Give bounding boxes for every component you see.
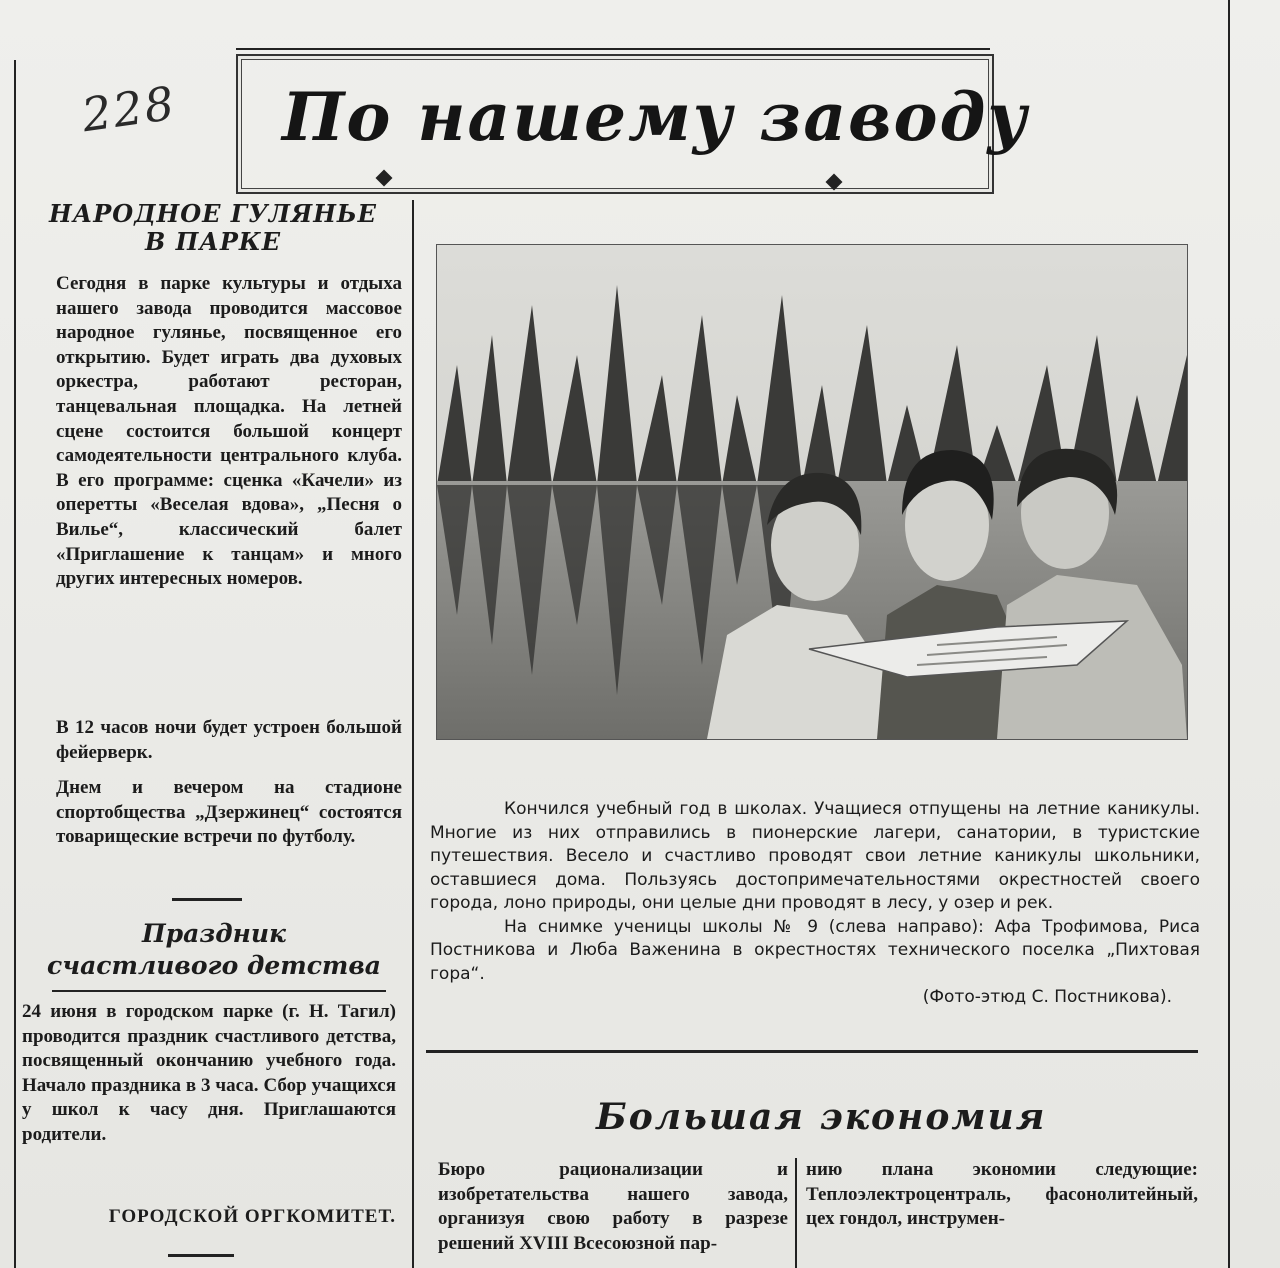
separator-rule: [168, 1254, 234, 1257]
article3-column2: нию плана экономии следующие: Теплоэлектроцентраль, фасонолитейный, цех гондол, инструмен-: [806, 1159, 1198, 1230]
article2-headline-line2: счастливого детства: [46, 951, 381, 980]
article2-headline: [26, 918, 402, 982]
article1-paragraph: Сегодня в парке культуры и отдыха нашего завода проводится массовое народное гулянье, посвященное его открытию. Будет играть два духовых оркестра, работают ресторан, танцевальная площадка. На летней сцене состоится большой концерт самодеятельности центрального клуба. В его программе: сценка «Качели» из оперетты «Веселая вдова», „Песня о Вилье“, классический балет «Приглашение к танцам» и много других интересных номеров.: [56, 273, 402, 590]
caption-paragraph: Кончился учебный год в школах. Учащиеся отпущены на летние каникулы. Многие из них отправились в пионерские лагери, санатории, в туристские путешествия. Весело и счастливо проводят свои летние каникулы школьники, оставшиеся дома. Пользуясь достопримечательностями окрестностей своего города, лоно природы, они целые дни проводят в лесу, у озер и рек.: [430, 799, 1200, 913]
photo-caption: [430, 798, 1200, 1010]
masthead-title: По нашему заводу: [282, 78, 1029, 156]
article3-column1: Бюро рационализации и изобретательства нашего завода, организуя свою работу в разрезе решений XVIII Всесоюзной пар-: [438, 1159, 788, 1254]
handwritten-annotation: 228: [78, 75, 180, 143]
right-edge-rule: [1228, 0, 1230, 1268]
article1-headline-line1: НАРОДНОЕ ГУЛЯНЬЕ: [49, 199, 377, 228]
top-rule: [236, 48, 990, 50]
section-rule: [426, 1050, 1198, 1053]
left-edge-rule: [14, 60, 16, 1268]
article1-headline-line2: В ПАРКЕ: [144, 227, 282, 256]
photo-illustration: [437, 245, 1187, 739]
article3-headline: Большая экономия: [596, 1096, 1047, 1138]
article2-signature: ГОРОДСКОЙ ОРГКОМИТЕТ.: [108, 1206, 396, 1227]
article1-headline: [20, 200, 406, 256]
column-rule-bottom: [795, 1158, 797, 1268]
article2-paragraph: 24 июня в городском парке (г. Н. Тагил) проводится праздник счастливого детства, посвященный окончанию учебного года. Начало праздника в 3 часа. Сбор учащихся у школ к часу дня. Приглашаются родители.: [22, 1001, 396, 1145]
photo-credit: (Фото-этюд С. Постникова).: [922, 987, 1172, 1007]
article2-headline-line1: Праздник: [142, 919, 286, 948]
photo-girls-reading-newspaper: [436, 244, 1188, 740]
caption-paragraph: На снимке ученицы школы № 9 (слева направо): Афа Трофимова, Риса Постникова и Люба Важенина в окрестностях технического поселка „Пихтовая гора“.: [430, 916, 1200, 984]
separator-rule: [52, 990, 386, 992]
column-rule-left: [412, 200, 414, 1268]
article1-paragraph: В 12 часов ночи будет устроен большой фейерверк.: [56, 717, 402, 763]
article1-paragraph: Днем и вечером на стадионе спортобщества „Дзержинец“ состоятся товарищеские встречи по футболу.: [56, 777, 402, 848]
separator-rule: [172, 898, 242, 901]
